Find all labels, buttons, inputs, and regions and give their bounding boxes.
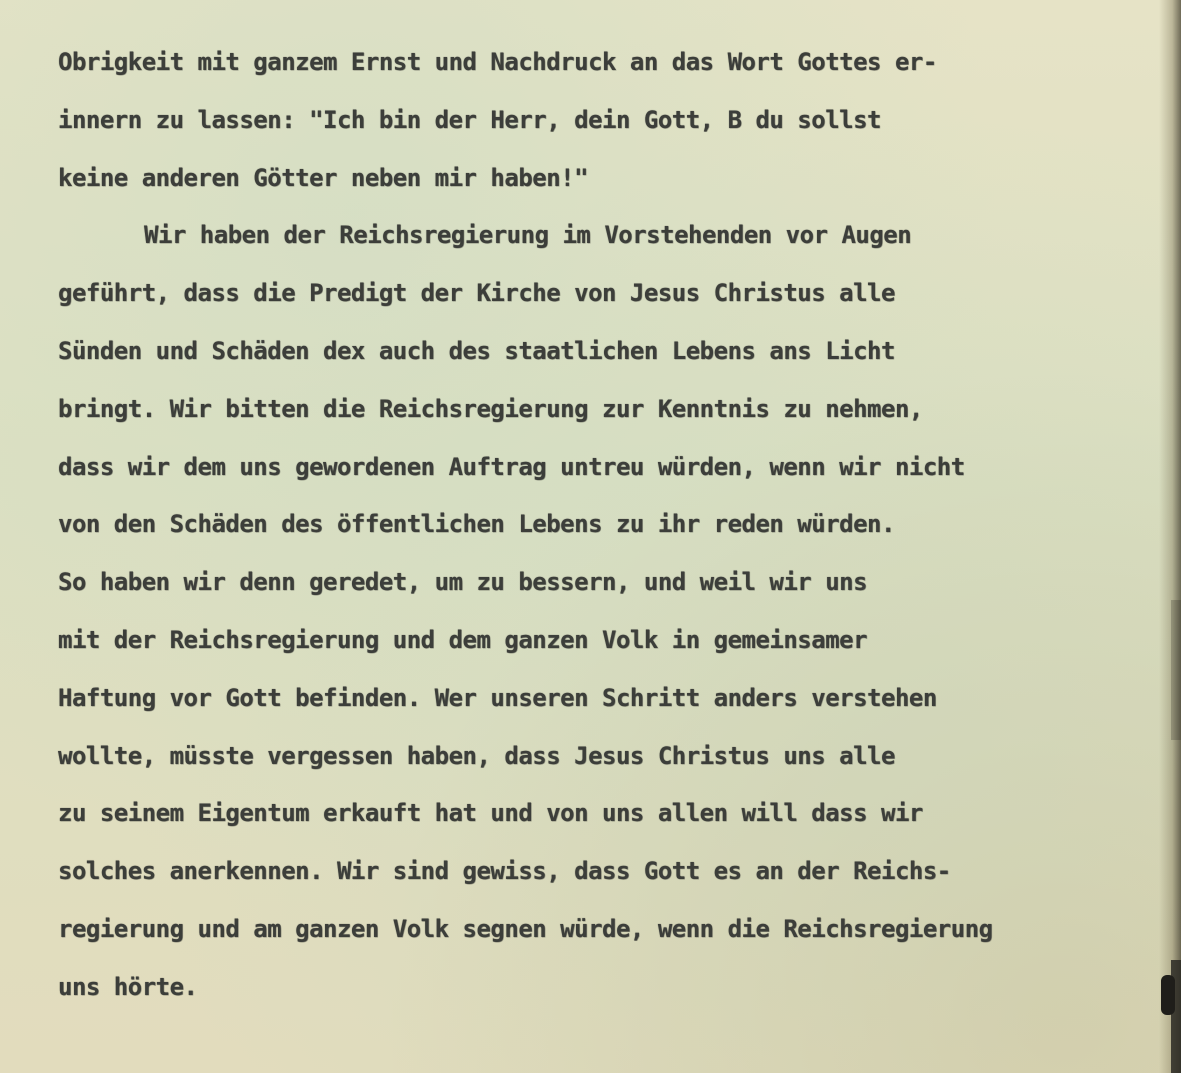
text-line-4: Wir haben der Reichsregierung im Vorstehenden vor Augen — [144, 221, 912, 250]
text-line-6: Sünden und Schäden dex auch des staatlichen Lebens ans Licht — [58, 336, 895, 365]
text-line-12: Haftung vor Gott befinden. Wer unseren Schritt anders verstehen — [58, 683, 937, 712]
text-line-14: zu seinem Eigentum erkauft hat und von uns allen will dass wir — [58, 799, 923, 828]
text-line-10: So haben wir denn geredet, um zu bessern, und weil wir uns — [58, 568, 868, 597]
text-line-2: innern zu lassen: "Ich bin der Herr, dein Gott, B du sollst — [58, 105, 882, 134]
text-line-1: Obrigkeit mit ganzem Ernst und Nachdruck an das Wort Gottes er- — [58, 48, 937, 76]
text-line-17: uns hörte. — [58, 972, 198, 1001]
text-line-15: solches anerkennen. Wir sind gewiss, dass Gott es an der Reichs- — [58, 857, 951, 886]
text-line-9: von den Schäden des öffentlichen Lebens zu ihr reden würden. — [58, 510, 895, 539]
page-edge-dark-top — [1171, 600, 1181, 740]
text-line-16: regierung und am ganzen Volk segnen würde, wenn die Reichsregierung — [58, 914, 993, 943]
text-line-7: bringt. Wir bitten die Reichsregierung zur Kenntnis zu nehmen, — [58, 394, 923, 423]
text-line-5: geführt, dass die Predigt der Kirche von Jesus Christus alle — [58, 279, 895, 308]
text-line-8: dass wir dem uns gewordenen Auftrag untreu würden, wenn wir nicht — [58, 452, 965, 481]
typewritten-text — [58, 42, 1168, 1025]
text-line-3: keine anderen Götter neben mir haben!" — [58, 163, 589, 192]
text-line-13: wollte, müsste vergessen haben, dass Jesus Christus uns alle — [58, 741, 895, 770]
text-line-11: mit der Reichsregierung und dem ganzen Volk in gemeinsamer — [58, 625, 868, 654]
